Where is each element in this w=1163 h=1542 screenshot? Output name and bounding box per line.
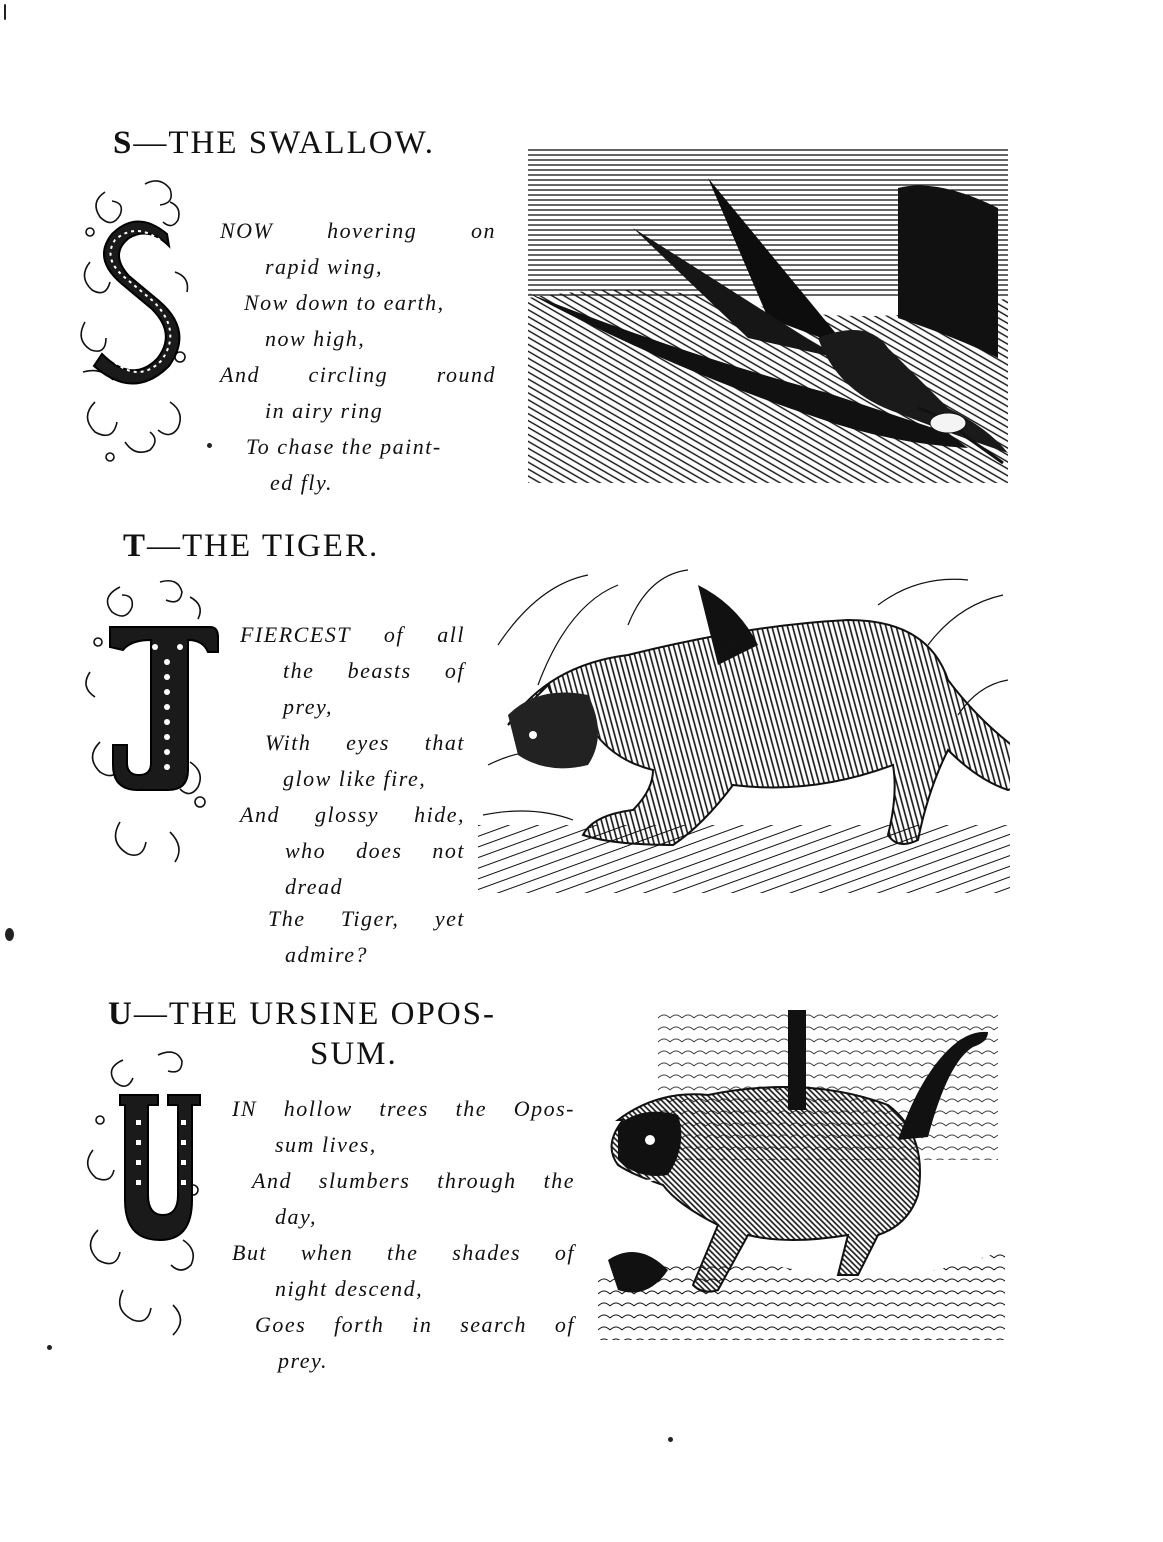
section-heading-tiger [123, 530, 379, 563]
heading-letter: T [123, 528, 148, 564]
verse-line: FIERCEST of all [240, 622, 465, 647]
ornamental-initial-s [75, 172, 200, 467]
ornamental-initial-t [80, 572, 220, 872]
heading-title: —THE URSINE OPOS- [133, 996, 497, 1032]
print-speck [207, 443, 212, 448]
print-speck [4, 4, 6, 20]
verse-line: Now down to earth, [244, 290, 445, 315]
verse-line: now high, [265, 326, 366, 351]
print-speck [5, 928, 14, 941]
verse-line: To chase the paint- [246, 434, 442, 459]
verse-line: night descend, [275, 1276, 424, 1301]
heading-letter: U [108, 996, 134, 1032]
verse-line: IN hollow trees the Opos- [232, 1096, 575, 1121]
verse-line: NOW hovering on [220, 218, 496, 243]
section-heading-swallow [113, 127, 435, 160]
verse-line: dread [285, 874, 344, 899]
verse-line: glow like fire, [283, 766, 427, 791]
verse-line: prey. [278, 1348, 329, 1373]
verse-line: And circling round [220, 362, 496, 387]
verse-line: who does not [285, 838, 465, 863]
verse-line: admire? [285, 942, 369, 967]
verse-line: rapid wing, [265, 254, 383, 279]
verse-line: in airy ring [265, 398, 384, 423]
verse-line: And slumbers through the [252, 1168, 575, 1193]
ornamental-initial-u [78, 1040, 213, 1340]
print-speck [668, 1437, 673, 1442]
swallow-illustration [518, 148, 1010, 483]
verse-line: But when the shades of [232, 1240, 575, 1265]
verse-line: With eyes that [265, 730, 465, 755]
verse-line: The Tiger, yet [268, 906, 465, 931]
opossum-illustration [598, 1000, 1005, 1340]
tiger-illustration [478, 565, 1010, 893]
print-speck [47, 1345, 52, 1350]
heading-letter: S [113, 125, 134, 161]
section-heading-opossum-continued: SUM. [310, 1036, 398, 1072]
verse-line: Goes forth in search of [255, 1312, 575, 1337]
verse-line: day, [275, 1204, 318, 1229]
verse-line: ed fly. [270, 470, 334, 495]
verse-line: prey, [283, 694, 334, 719]
section-heading-opossum [108, 998, 496, 1031]
verse-line: sum lives, [275, 1132, 377, 1157]
verse-line: And glossy hide, [240, 802, 465, 827]
verse-line: the beasts of [283, 658, 465, 683]
heading-title: —THE TIGER. [147, 528, 380, 564]
heading-title: —THE SWALLOW. [133, 125, 435, 161]
